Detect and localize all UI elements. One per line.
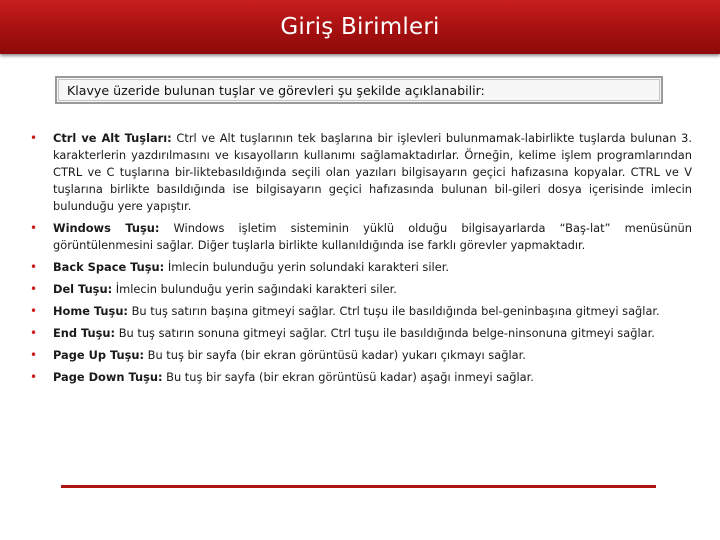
bullet-text: Windows işletim sisteminin yüklü olduğu bilgisayarlarda “Baş-lat” menüsünün görüntülenmesini sağlar. Diğer tuşlarla birlikte kullanıldığında ise farklı görevler yapmaktadır. (53, 221, 692, 252)
bottom-divider (61, 485, 656, 488)
bullet-text: Bu tuş satırın başına gitmeyi sağlar. Ctrl tuşu ile basıldığında bel-geninbaşına gitmeyi sağlar. (128, 304, 660, 318)
bullet-item (30, 369, 692, 386)
bullet-item (30, 130, 692, 215)
intro-text: Klavye üzeride bulunan tuşlar ve görevleri şu şekilde açıklanabilir: (58, 79, 660, 101)
bullet-item (30, 220, 692, 254)
bullet-term: Back Space Tuşu: (53, 260, 165, 274)
intro-box (55, 76, 663, 104)
bullet-item (30, 303, 692, 320)
bullet-text: Bu tuş satırın sonuna gitmeyi sağlar. Ctrl tuşu ile basıldığında belge-ninsonuna gitmeyi sağlar. (115, 326, 655, 340)
bullet-dot-icon: • (30, 326, 38, 340)
bullet-dot-icon: • (30, 348, 38, 362)
bullet-term: Page Up Tuşu: (53, 348, 145, 362)
bullet-dot-icon: • (30, 131, 38, 145)
bullet-term: Windows Tuşu: (53, 221, 160, 235)
bullet-item (30, 325, 692, 342)
bullet-dot-icon: • (30, 304, 38, 318)
bullet-term: Ctrl ve Alt Tuşları: (53, 131, 172, 145)
bullet-text: İmlecin bulunduğu yerin solundaki karakteri siler. (164, 260, 449, 274)
bullet-list (30, 130, 692, 391)
bullet-item (30, 259, 692, 276)
bullet-text: İmlecin bulunduğu yerin sağındaki karakteri siler. (112, 282, 397, 296)
bullet-term: Home Tuşu: (53, 304, 128, 318)
bullet-item (30, 347, 692, 364)
bullet-item (30, 281, 692, 298)
title-bar (0, 0, 720, 54)
bullet-dot-icon: • (30, 221, 38, 235)
bullet-dot-icon: • (30, 282, 38, 296)
bullet-term: Del Tuşu: (53, 282, 113, 296)
bullet-dot-icon: • (30, 370, 38, 384)
bullet-text: Bu tuş bir sayfa (bir ekran görüntüsü kadar) aşağı inmeyi sağlar. (162, 370, 534, 384)
bullet-term: End Tuşu: (53, 326, 116, 340)
bullet-dot-icon: • (30, 260, 38, 274)
bullet-term: Page Down Tuşu: (53, 370, 163, 384)
page-title: Giriş Birimleri (280, 14, 440, 40)
bullet-text: Bu tuş bir sayfa (bir ekran görüntüsü kadar) yukarı çıkmayı sağlar. (144, 348, 526, 362)
bullet-text: Ctrl ve Alt tuşlarının tek başlarına bir işlevleri bulunmamak-labirlikte tuşlarda bulunan 3. karakterlerin yazdırılmasını ve kısayolların kullanımı sağlamaktadırlar. Örneğin, kelime işlem programlarından CTRL ve C tuşlarına bir-liktebasıldığında seçili olan yazıları bilgisayarın geçici hafızasına kopyalar. CTRL ve V tuşlarına birlikte basıldığında ise bilgisayarın geçici hafızasında bulunan bil-gileri dosya içerisinde imlecin bulunduğu yere yapıştır. (53, 131, 692, 213)
